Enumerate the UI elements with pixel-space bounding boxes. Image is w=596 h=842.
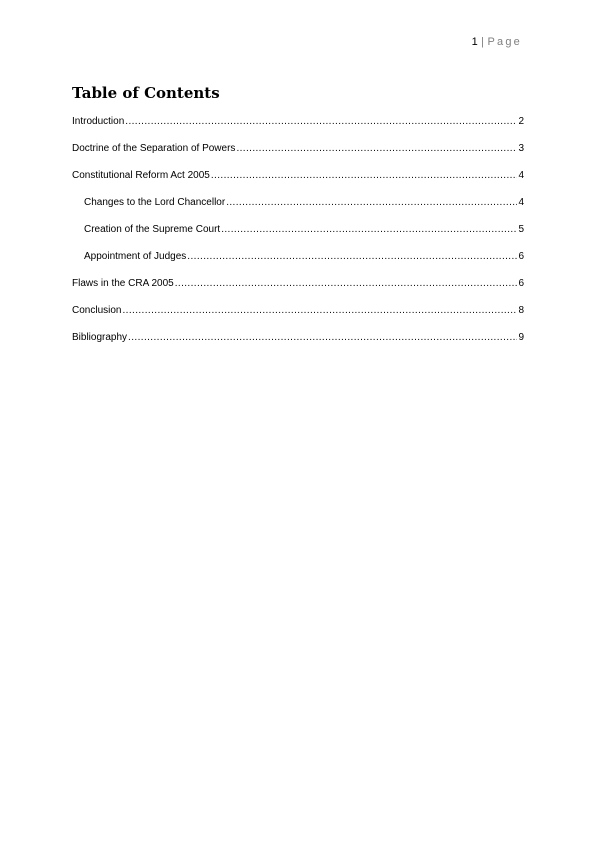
toc-entry-label: Changes to the Lord Chancellor	[84, 197, 226, 208]
page-word: Page	[487, 36, 522, 48]
toc-dot-leader	[226, 195, 517, 211]
toc-entry-label: Bibliography	[72, 332, 128, 343]
toc-entry-page: 5	[518, 224, 524, 235]
toc-entry-page: 9	[518, 332, 524, 343]
toc-entry-lord-chancellor[interactable]	[72, 195, 524, 222]
toc-entry-page: 6	[518, 251, 524, 262]
toc-entry-page: 6	[518, 278, 524, 289]
page-header	[472, 36, 522, 48]
toc-entry-introduction[interactable]	[72, 114, 524, 141]
page-number: 1	[471, 36, 478, 48]
toc-dot-leader	[128, 330, 517, 346]
toc-entry-label: Creation of the Supreme Court	[84, 224, 221, 235]
toc-entry-label: Doctrine of the Separation of Powers	[72, 143, 236, 154]
toc-entry-cra-2005[interactable]	[72, 168, 524, 195]
toc-entry-bibliography[interactable]	[72, 330, 524, 357]
toc-entry-page: 4	[518, 170, 524, 181]
toc-entry-label: Introduction	[72, 116, 125, 127]
header-separator: |	[481, 36, 485, 48]
toc-entry-label: Flaws in the CRA 2005	[72, 278, 174, 289]
toc-entry-page: 4	[518, 197, 524, 208]
toc-title: Table of Contents	[72, 84, 220, 102]
toc-entry-page: 3	[518, 143, 524, 154]
toc-entry-appointment-of-judges[interactable]	[72, 249, 524, 276]
toc-entry-label: Constitutional Reform Act 2005	[72, 170, 210, 181]
toc-entry-supreme-court[interactable]	[72, 222, 524, 249]
toc-dot-leader	[187, 249, 517, 265]
toc-dot-leader	[122, 303, 517, 319]
toc-entry-doctrine[interactable]	[72, 141, 524, 168]
table-of-contents	[72, 114, 524, 357]
toc-dot-leader	[175, 276, 518, 292]
toc-dot-leader	[125, 114, 517, 130]
toc-entry-page: 2	[518, 116, 524, 127]
toc-entry-page: 8	[518, 305, 524, 316]
toc-dot-leader	[211, 168, 518, 184]
toc-entry-label: Appointment of Judges	[84, 251, 187, 262]
toc-entry-conclusion[interactable]	[72, 303, 524, 330]
toc-entry-label: Conclusion	[72, 305, 122, 316]
toc-dot-leader	[236, 141, 517, 157]
toc-entry-flaws[interactable]	[72, 276, 524, 303]
toc-dot-leader	[221, 222, 517, 238]
